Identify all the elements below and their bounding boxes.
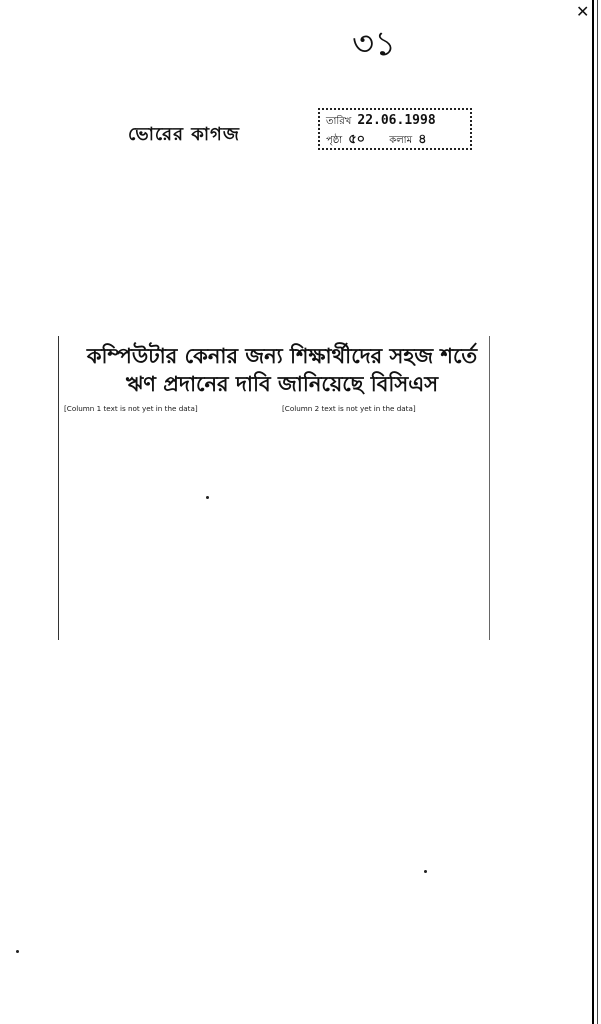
scan-edge-line-secondary xyxy=(597,0,598,1024)
date-row xyxy=(326,112,464,131)
newspaper-masthead: ভোরের কাগজ xyxy=(128,124,240,145)
article-paragraph: [Column 2 text is not yet in the data] xyxy=(282,404,416,413)
date-stamp xyxy=(318,108,472,150)
column-label: কলাম xyxy=(389,135,413,146)
scan-edge-line xyxy=(592,0,594,1024)
corner-mark: ✕ xyxy=(576,2,590,21)
page-number: ৩১ xyxy=(352,24,397,64)
date-value: 22.06.1998 xyxy=(357,113,436,128)
article-body xyxy=(64,404,490,636)
page-value: ৫০ xyxy=(348,132,366,147)
article-headline: কম্পিউটার কেনার জন্য শিক্ষার্থীদের সহজ শর্তে ঋণ প্রদানের দাবি জানিয়েছে বিসিএস xyxy=(86,343,478,396)
date-label: তারিখ xyxy=(326,116,352,127)
scan-speckle xyxy=(206,496,209,499)
scan-speckle xyxy=(424,870,427,873)
page-column-row xyxy=(326,131,464,150)
column-value: ৪ xyxy=(418,132,427,147)
article-column-2 xyxy=(282,404,490,636)
page-label: পৃষ্ঠা xyxy=(326,135,343,146)
scan-speckle xyxy=(16,950,19,953)
article-paragraph: [Column 1 text is not yet in the data] xyxy=(64,404,198,413)
article-column-1 xyxy=(64,404,272,636)
